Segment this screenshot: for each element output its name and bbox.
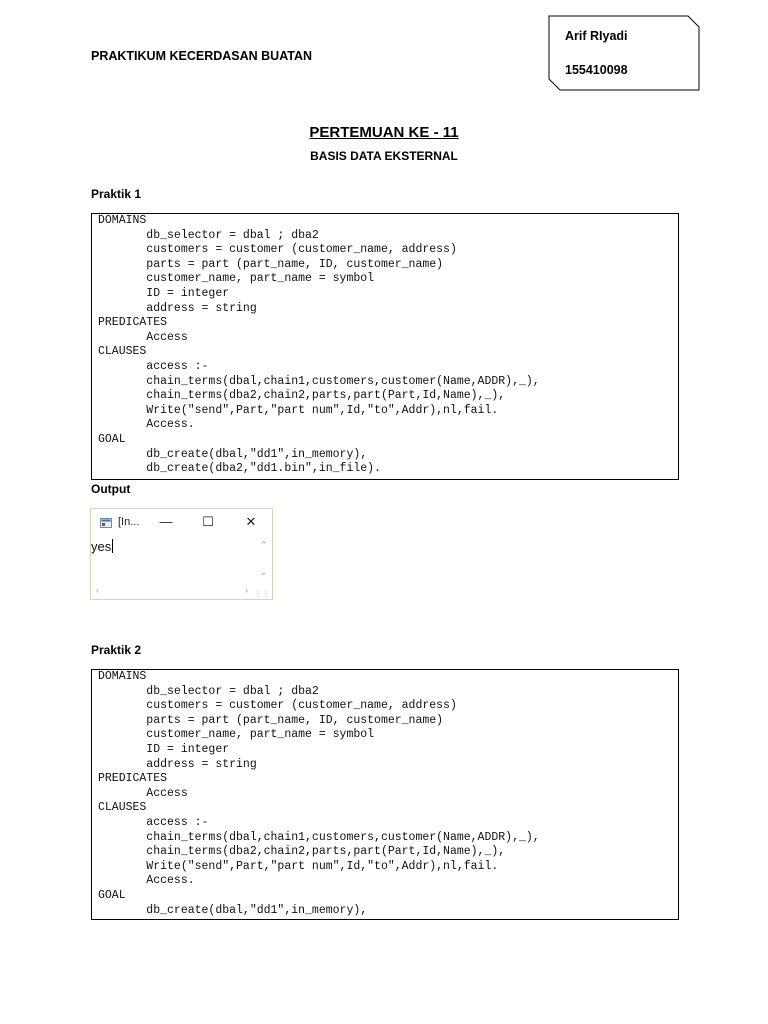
meeting-title-text: PERTEMUAN KE - 11 bbox=[309, 124, 459, 141]
code-line: db_selector = dbal ; dba2 bbox=[98, 684, 319, 698]
code-line: Access. bbox=[98, 418, 195, 432]
praktik-2-label: Praktik 2 bbox=[91, 643, 142, 657]
code-line: db_selector = dbal ; dba2 bbox=[98, 228, 319, 242]
output-label: Output bbox=[91, 482, 131, 496]
code-line: GOAL bbox=[98, 432, 126, 446]
course-title: PRAKTIKUM KECERDASAN BUATAN bbox=[91, 49, 313, 63]
praktik-1-code bbox=[92, 214, 678, 477]
minimize-button[interactable]: — bbox=[159, 514, 173, 529]
code-line: access :- bbox=[98, 815, 209, 829]
maximize-button[interactable]: ☐ bbox=[202, 514, 214, 529]
console-window-title: [In... bbox=[118, 516, 140, 528]
code-line: Access bbox=[98, 330, 188, 344]
code-line: db_create(dba2,"dd1.bin",in_file). bbox=[98, 462, 381, 476]
code-line: Write("send",Part,"part num",Id,"to",Addr),nl,fail. bbox=[98, 859, 499, 873]
scroll-down-icon[interactable]: ⌄ bbox=[260, 567, 268, 577]
praktik-1-label: Praktik 1 bbox=[91, 187, 142, 201]
scroll-right-icon[interactable]: › bbox=[245, 585, 248, 595]
code-line: address = string bbox=[98, 757, 257, 771]
meeting-title bbox=[0, 124, 768, 141]
code-line: customers = customer (customer_name, address) bbox=[98, 699, 457, 713]
praktik-2-code bbox=[92, 670, 678, 918]
praktik-2-code-box bbox=[91, 669, 679, 920]
code-line: address = string bbox=[98, 301, 257, 315]
code-line: PREDICATES bbox=[98, 772, 168, 786]
code-line: DOMAINS bbox=[98, 214, 147, 227]
student-id: 155410098 bbox=[565, 63, 628, 77]
output-console-window bbox=[90, 508, 273, 600]
code-line: chain_terms(dbal,chain1,customers,customer(Name,ADDR),_), bbox=[98, 374, 540, 388]
close-button[interactable]: ✕ bbox=[245, 514, 257, 529]
scroll-up-icon[interactable]: ⌃ bbox=[260, 540, 268, 550]
code-line: Write("send",Part,"part num",Id,"to",Addr),nl,fail. bbox=[98, 403, 499, 417]
code-line: chain_terms(dba2,chain2,parts,part(Part,Id,Name),_), bbox=[98, 389, 506, 403]
console-titlebar[interactable] bbox=[91, 509, 272, 537]
code-line: ID = integer bbox=[98, 742, 230, 756]
code-line: CLAUSES bbox=[98, 801, 147, 815]
code-line: customer_name, part_name = symbol bbox=[98, 272, 375, 286]
code-line: db_create(dbal,"dd1",in_memory), bbox=[98, 903, 368, 917]
student-name: Arif RIyadi bbox=[565, 29, 628, 43]
scroll-left-icon[interactable]: ‹ bbox=[96, 585, 99, 595]
code-line: CLAUSES bbox=[98, 345, 147, 359]
code-line: chain_terms(dbal,chain1,customers,customer(Name,ADDR),_), bbox=[98, 830, 540, 844]
console-output-text: yes bbox=[91, 539, 112, 554]
id-box-outline bbox=[548, 15, 700, 91]
code-line: Access bbox=[98, 786, 188, 800]
code-line: customers = customer (customer_name, address) bbox=[98, 243, 457, 257]
meeting-subtitle: BASIS DATA EKSTERNAL bbox=[310, 149, 458, 163]
code-line: DOMAINS bbox=[98, 670, 147, 683]
text-caret bbox=[112, 539, 113, 553]
code-line: GOAL bbox=[98, 888, 126, 902]
praktik-1-code-box bbox=[91, 213, 679, 480]
console-output[interactable] bbox=[91, 539, 113, 554]
code-line: ID = integer bbox=[98, 286, 230, 300]
student-id-box bbox=[548, 15, 700, 91]
code-line: PREDICATES bbox=[98, 316, 168, 330]
code-line: customer_name, part_name = symbol bbox=[98, 728, 375, 742]
resize-grip-icon[interactable]: ⋮⋮ bbox=[254, 589, 270, 598]
code-line: Access. bbox=[98, 874, 195, 888]
code-line: parts = part (part_name, ID, customer_name) bbox=[98, 713, 444, 727]
code-line: chain_terms(dba2,chain2,parts,part(Part,Id,Name),_), bbox=[98, 845, 506, 859]
code-line: db_create(dbal,"dd1",in_memory), bbox=[98, 447, 368, 461]
console-app-icon bbox=[100, 518, 112, 528]
code-line: parts = part (part_name, ID, customer_name) bbox=[98, 257, 444, 271]
code-line: access :- bbox=[98, 359, 209, 373]
